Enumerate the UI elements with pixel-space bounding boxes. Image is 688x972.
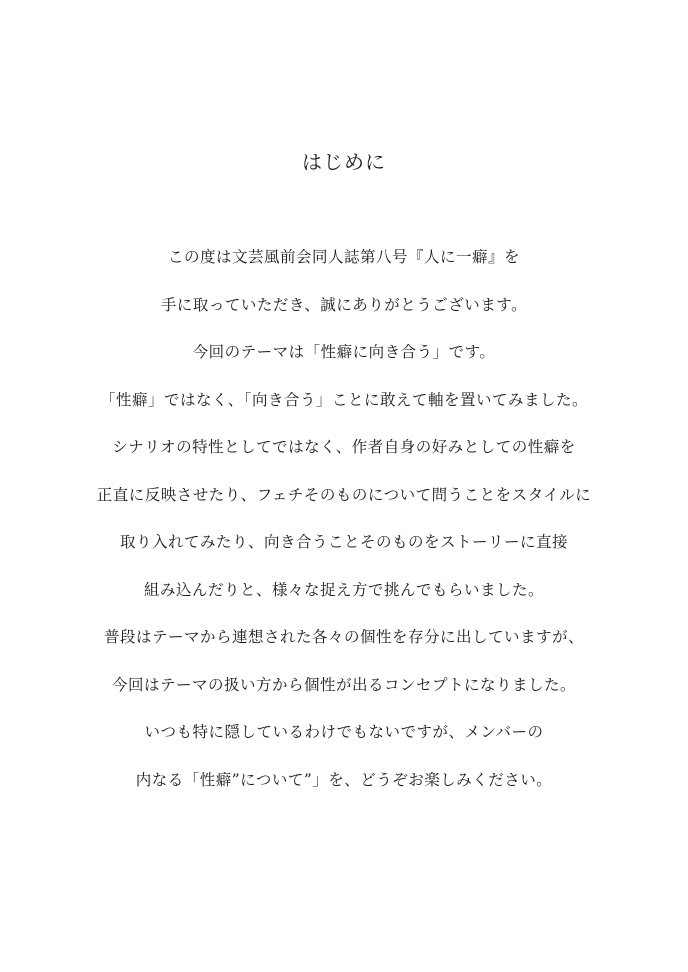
body-line: 今回のテーマは「性癖に向き合う」です。 (192, 343, 496, 361)
body-line: シナリオの特性としてではなく、作者自身の好みとしての性癖を (112, 438, 576, 456)
page-title: はじめに (302, 150, 386, 174)
body-line: 普段はテーマから連想された各々の個性を存分に出していますが、 (103, 628, 584, 646)
body-line: 取り入れてみたり、向き合うことそのものをストーリーに直接 (119, 533, 568, 551)
body-line: 今回はテーマの扱い方から個性が出るコンセプトになりました。 (111, 675, 576, 694)
body-text (0, 244, 688, 814)
body-line: この度は文芸風前会同人誌第八号『人に一癖』を (167, 248, 520, 266)
body-line: 「性癖」ではなく、「向き合う」ことに敢えて軸を置いてみました。 (100, 390, 588, 409)
body-line: 手に取っていただき、誠にありがとうございます。 (160, 295, 528, 314)
body-line: いつも特に隠しているわけでもないですが、メンバーの (144, 723, 544, 741)
body-line: 正直に反映させたり、フェチそのものについて問うことをスタイルに (96, 485, 592, 504)
body-line: 内なる「性癖”について”」を、どうぞお楽しみください。 (135, 770, 553, 789)
body-line: 組み込んだりと、様々な捉え方で挑んでもらいました。 (143, 580, 544, 599)
